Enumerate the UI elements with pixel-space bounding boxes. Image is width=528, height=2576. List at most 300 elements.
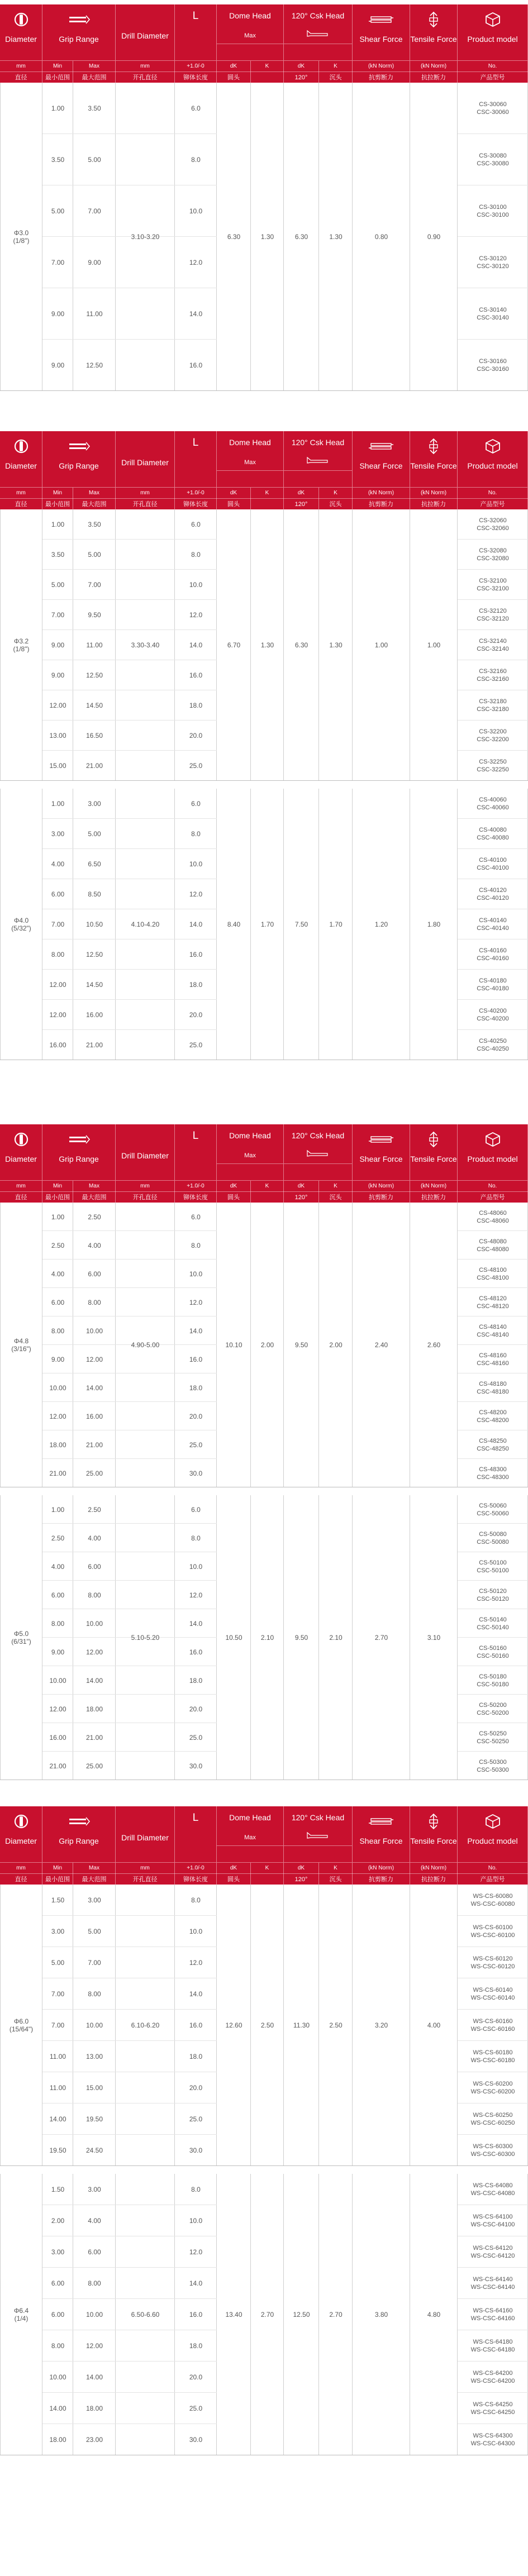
row-divider bbox=[175, 818, 217, 819]
grip-min: 9.00 bbox=[51, 671, 65, 679]
unit-cell: dK bbox=[217, 488, 251, 499]
countersunk-rivet-icon bbox=[305, 1149, 331, 1158]
grip-max: 10.00 bbox=[85, 1327, 103, 1335]
product-model-cell bbox=[458, 698, 528, 713]
grip-max: 5.00 bbox=[88, 156, 101, 164]
product-model-code-alt: WS-CSC-60300 bbox=[470, 2151, 515, 2158]
header-label: Grip Range bbox=[59, 1155, 99, 1163]
product-model-code: CS-32250 bbox=[479, 759, 507, 765]
label-cell bbox=[251, 72, 284, 83]
rivet-length: 30.0 bbox=[189, 2146, 203, 2154]
diameter-cell bbox=[0, 1337, 42, 1353]
csk-head-k: 1.30 bbox=[329, 641, 343, 649]
unit-cell: No. bbox=[458, 1863, 528, 1874]
rivet-length: 6.0 bbox=[191, 1505, 201, 1514]
rivet-length: 12.0 bbox=[189, 1959, 203, 1967]
header-label: 120° Csk Head bbox=[291, 438, 345, 447]
diameter-value: Φ5.0 bbox=[13, 1630, 29, 1638]
product-model-cell bbox=[458, 1502, 528, 1518]
grip-max: 3.00 bbox=[88, 2186, 101, 2193]
grip-min: 9.00 bbox=[51, 641, 65, 649]
product-model-code: WS-CS-60080 bbox=[473, 1893, 513, 1900]
drill-diameter: 3.10-3.20 bbox=[131, 233, 160, 241]
label-cell: 沉头 bbox=[319, 72, 353, 83]
header-label: Tensile Force bbox=[410, 1155, 457, 1163]
product-model-code: CS-32160 bbox=[479, 668, 507, 675]
group-bottom-border bbox=[0, 780, 528, 781]
shear-force: 2.70 bbox=[374, 1634, 388, 1642]
product-model-icon bbox=[480, 1813, 506, 1830]
rivet-length: 14.0 bbox=[189, 1327, 203, 1335]
product-model-code-alt: CSC-50100 bbox=[477, 1567, 509, 1574]
rivet-length: 12.0 bbox=[189, 259, 203, 266]
unit-cell: Min bbox=[42, 1181, 73, 1192]
product-model-code: CS-50080 bbox=[479, 1530, 507, 1538]
product-model-code: WS-CS-64300 bbox=[473, 2432, 513, 2439]
csk-head-dk: 9.50 bbox=[294, 1634, 308, 1642]
row-divider bbox=[42, 1694, 175, 1695]
countersunk-rivet-icon bbox=[305, 456, 331, 465]
rivet-length: 18.0 bbox=[189, 1384, 203, 1392]
unit-cell: (kN Norm) bbox=[353, 488, 410, 499]
product-model-code: CS-50200 bbox=[479, 1701, 507, 1709]
product-model-code: WS-CS-64140 bbox=[473, 2276, 513, 2283]
product-model-code: WS-CS-60120 bbox=[473, 1955, 513, 1962]
product-model-code-alt: CSC-32060 bbox=[477, 525, 509, 532]
csk-head-k: 2.10 bbox=[329, 1634, 343, 1642]
product-model-code: CS-40080 bbox=[479, 827, 507, 833]
diameter-inch: (5/32") bbox=[11, 924, 31, 932]
product-model-code: CS-40180 bbox=[479, 977, 507, 984]
rivet-length: 25.0 bbox=[189, 2405, 203, 2412]
header-cell bbox=[116, 1124, 175, 1180]
label-cell: 最大范围 bbox=[73, 499, 116, 510]
product-model-code: CS-40160 bbox=[479, 947, 507, 954]
product-model-code-alt: CSC-40160 bbox=[477, 955, 509, 962]
row-divider bbox=[175, 1259, 217, 1260]
csk-head-k: 2.00 bbox=[329, 1341, 343, 1349]
grip-min: 1.00 bbox=[51, 800, 65, 808]
drill-diameter: 5.10-5.20 bbox=[131, 1634, 160, 1642]
row-divider bbox=[458, 236, 528, 237]
grip-range-icon bbox=[66, 1131, 92, 1148]
unit-cell: K bbox=[251, 488, 284, 499]
unit-cell: mm bbox=[116, 61, 175, 72]
row-divider bbox=[42, 2267, 175, 2268]
header-label: L bbox=[192, 1130, 199, 1142]
grip-min: 3.50 bbox=[51, 551, 65, 559]
row-divider bbox=[175, 1523, 217, 1524]
product-model-cell bbox=[458, 1037, 528, 1053]
product-model-code-alt: CSC-32180 bbox=[477, 706, 509, 713]
product-model-cell bbox=[458, 357, 528, 373]
product-model-cell bbox=[458, 856, 528, 872]
grip-max: 2.50 bbox=[88, 1213, 101, 1221]
product-model-code: WS-CS-64080 bbox=[473, 2182, 513, 2189]
rivet-size-group bbox=[0, 83, 528, 391]
product-model-code-alt: CSC-48140 bbox=[477, 1331, 509, 1338]
grip-max: 18.00 bbox=[85, 1705, 103, 1713]
rivet-length: 6.0 bbox=[191, 1213, 201, 1221]
product-model-code-alt: CSC-48060 bbox=[477, 1217, 509, 1224]
header-label: Shear Force bbox=[359, 35, 403, 44]
dome-head-k: 2.00 bbox=[260, 1341, 274, 1349]
rivet-length: 18.0 bbox=[189, 2053, 203, 2060]
product-model-cell bbox=[458, 1323, 528, 1339]
row-divider bbox=[175, 999, 217, 1000]
label-cell: 沉头 bbox=[319, 1192, 353, 1203]
grip-max: 16.00 bbox=[85, 1011, 103, 1019]
product-model-code: CS-30100 bbox=[479, 204, 507, 211]
grip-min: 12.00 bbox=[49, 702, 66, 709]
rivet-length: 10.0 bbox=[189, 1928, 203, 1935]
label-cell bbox=[251, 1192, 284, 1203]
row-divider bbox=[175, 599, 217, 600]
product-model-code-alt: WS-CSC-64200 bbox=[470, 2378, 515, 2384]
diameter-value: Φ4.0 bbox=[13, 917, 29, 924]
header-cell bbox=[217, 4, 284, 60]
grip-max: 2.50 bbox=[88, 1505, 101, 1514]
header-cell bbox=[217, 1806, 284, 1862]
label-cell: 直径 bbox=[0, 1192, 42, 1203]
header-divider bbox=[284, 1845, 352, 1846]
rivet-length: 10.0 bbox=[189, 2217, 203, 2225]
row-divider bbox=[175, 1915, 217, 1916]
row-divider bbox=[42, 629, 175, 630]
product-model-code: CS-32120 bbox=[479, 608, 507, 614]
product-model-code-alt: CSC-30160 bbox=[477, 366, 509, 373]
grip-min: 8.00 bbox=[51, 951, 65, 958]
header-label: Shear Force bbox=[359, 1155, 403, 1163]
product-model-code: CS-50250 bbox=[479, 1730, 507, 1737]
rivet-length: 12.0 bbox=[189, 611, 203, 619]
grip-max: 5.00 bbox=[88, 1928, 101, 1935]
csk-head-k: 1.70 bbox=[329, 920, 343, 928]
header-cell bbox=[353, 431, 410, 487]
grip-max: 23.00 bbox=[85, 2436, 103, 2444]
grip-max: 5.00 bbox=[88, 551, 101, 559]
product-model-code: CS-50120 bbox=[479, 1587, 507, 1595]
product-model-cell bbox=[458, 977, 528, 993]
row-divider bbox=[458, 999, 528, 1000]
row-divider bbox=[175, 2134, 217, 2135]
product-model-code-alt: WS-CSC-60100 bbox=[470, 1932, 515, 1939]
product-model-cell bbox=[458, 2432, 528, 2448]
product-model-code: CS-50160 bbox=[479, 1644, 507, 1652]
grip-max: 16.00 bbox=[85, 1412, 103, 1420]
row-divider bbox=[175, 1637, 217, 1638]
product-model-code-alt: WS-CSC-64300 bbox=[470, 2440, 515, 2447]
shear-force: 1.20 bbox=[374, 920, 388, 928]
diameter-icon bbox=[8, 11, 34, 28]
grip-max: 14.00 bbox=[85, 1676, 103, 1685]
rivet-length: 30.0 bbox=[189, 1469, 203, 1477]
row-divider bbox=[175, 2267, 217, 2268]
label-cell: 抗拉断力 bbox=[410, 1192, 458, 1203]
product-model-code-alt: CSC-32250 bbox=[477, 766, 509, 773]
rivet-length: 16.0 bbox=[189, 2021, 203, 2029]
header-label: Dome Head bbox=[229, 1813, 271, 1822]
product-model-code: CS-40060 bbox=[479, 796, 507, 803]
shear-force: 0.80 bbox=[374, 233, 388, 241]
rivet-length: 18.0 bbox=[189, 1676, 203, 1685]
header-cell bbox=[175, 431, 217, 487]
rivet-length: 6.0 bbox=[191, 104, 201, 112]
product-model-code: CS-40250 bbox=[479, 1038, 507, 1044]
row-divider bbox=[175, 2009, 217, 2010]
rivet-length: 8.0 bbox=[191, 2186, 201, 2193]
grip-min: 1.50 bbox=[51, 2186, 65, 2193]
header-label: Tensile Force bbox=[410, 461, 457, 470]
header-cell bbox=[42, 1806, 116, 1862]
unit-cell: K bbox=[319, 61, 353, 72]
diameter-value: Φ6.4 bbox=[13, 2307, 29, 2315]
label-cell: 铆体长度 bbox=[175, 1192, 217, 1203]
diameter-icon bbox=[8, 1131, 34, 1148]
product-model-cell bbox=[458, 2182, 528, 2197]
rivet-length: 14.0 bbox=[189, 1619, 203, 1628]
row-divider bbox=[458, 539, 528, 540]
countersunk-rivet-icon bbox=[305, 29, 331, 38]
unit-cell: Max bbox=[73, 1863, 116, 1874]
rivet-length: 16.0 bbox=[189, 2311, 203, 2319]
grip-min: 4.00 bbox=[51, 1562, 65, 1571]
grip-max: 4.00 bbox=[88, 2217, 101, 2225]
label-cell: 铆体长度 bbox=[175, 1874, 217, 1885]
tensile-force-icon bbox=[421, 1813, 446, 1830]
row-divider bbox=[458, 1580, 528, 1581]
grip-min: 12.00 bbox=[49, 1705, 66, 1713]
product-model-code: CS-48080 bbox=[479, 1238, 507, 1245]
row-divider bbox=[42, 2361, 175, 2362]
row-divider bbox=[175, 629, 217, 630]
product-model-cell bbox=[458, 1758, 528, 1774]
product-model-code: CS-30080 bbox=[479, 152, 507, 159]
csk-head-k: 2.50 bbox=[329, 2021, 343, 2029]
grip-min: 7.00 bbox=[51, 259, 65, 266]
product-model-code-alt: CSC-40180 bbox=[477, 985, 509, 992]
unit-cell: No. bbox=[458, 1181, 528, 1192]
grip-max: 6.00 bbox=[88, 1562, 101, 1571]
header-cell bbox=[353, 4, 410, 60]
csk-head-dk: 7.50 bbox=[294, 920, 308, 928]
product-model-code: CS-48140 bbox=[479, 1323, 507, 1330]
row-divider bbox=[175, 848, 217, 849]
product-model-code-alt: CSC-48300 bbox=[477, 1473, 509, 1481]
rivet-length: 18.0 bbox=[189, 702, 203, 709]
grip-min: 7.00 bbox=[51, 920, 65, 928]
product-model-cell bbox=[458, 2080, 528, 2096]
rivet-length: 10.0 bbox=[189, 1270, 203, 1278]
unit-cell: dK bbox=[284, 488, 319, 499]
diameter-value: Φ6.0 bbox=[13, 2017, 29, 2025]
product-model-code: CS-48160 bbox=[479, 1352, 507, 1359]
max-label: Max bbox=[244, 1834, 256, 1841]
diameter-inch: (15/64") bbox=[9, 2025, 34, 2033]
row-divider bbox=[42, 999, 175, 1000]
row-divider bbox=[42, 2298, 175, 2299]
product-model-cell bbox=[458, 637, 528, 653]
rivet-size-group bbox=[0, 1495, 528, 1780]
product-model-code-alt: CSC-50060 bbox=[477, 1510, 509, 1517]
label-cell: 最小范围 bbox=[42, 1192, 73, 1203]
product-model-cell bbox=[458, 517, 528, 532]
unit-cell: K bbox=[319, 488, 353, 499]
product-model-cell bbox=[458, 1295, 528, 1310]
unit-cell: dK bbox=[217, 1181, 251, 1192]
grip-max: 10.00 bbox=[85, 2021, 103, 2029]
product-model-code: CS-40120 bbox=[479, 887, 507, 894]
grip-max: 14.00 bbox=[85, 1384, 103, 1392]
label-cell: 抗剪断力 bbox=[353, 1192, 410, 1203]
product-model-code-alt: WS-CSC-64250 bbox=[470, 2409, 515, 2416]
spec-table-section bbox=[0, 4, 528, 373]
row-divider bbox=[458, 1230, 528, 1231]
product-model-code-alt: WS-CSC-60180 bbox=[470, 2057, 515, 2064]
grip-min: 10.00 bbox=[49, 1676, 66, 1685]
rivet-length: 8.0 bbox=[191, 1534, 201, 1542]
grip-max: 25.00 bbox=[85, 1762, 103, 1770]
product-model-code: WS-CS-64160 bbox=[473, 2307, 513, 2314]
product-model-code: WS-CS-60140 bbox=[473, 1987, 513, 1993]
product-model-code-alt: CSC-50160 bbox=[477, 1652, 509, 1659]
row-divider bbox=[175, 2040, 217, 2041]
header-label: Product model bbox=[467, 1155, 518, 1163]
tensile-force-icon bbox=[421, 11, 446, 28]
product-model-code-alt: WS-CSC-64180 bbox=[470, 2346, 515, 2353]
grip-min: 8.00 bbox=[51, 1619, 65, 1628]
product-model-code: CS-50180 bbox=[479, 1673, 507, 1680]
header-divider bbox=[217, 470, 283, 471]
rivet-size-group bbox=[0, 509, 528, 781]
csk-head-dk: 9.50 bbox=[294, 1341, 308, 1349]
product-model-code: CS-32200 bbox=[479, 728, 507, 735]
label-cell: 最小范围 bbox=[42, 499, 73, 510]
grip-min: 5.00 bbox=[51, 1959, 65, 1967]
grip-max: 12.50 bbox=[85, 951, 103, 958]
grip-min: 12.00 bbox=[49, 1412, 66, 1420]
grip-max: 21.00 bbox=[85, 762, 103, 770]
row-divider bbox=[175, 1580, 217, 1581]
rivet-length: 25.0 bbox=[189, 1733, 203, 1742]
rivet-length: 25.0 bbox=[189, 762, 203, 770]
rivet-length: 8.0 bbox=[191, 830, 201, 838]
rivet-length: 10.0 bbox=[189, 581, 203, 589]
label-cell: 抗拉断力 bbox=[410, 499, 458, 510]
unit-cell: (kN Norm) bbox=[353, 61, 410, 72]
label-cell: 产品型号 bbox=[458, 1192, 528, 1203]
header-label: Shear Force bbox=[359, 1836, 403, 1845]
product-model-code: CS-30160 bbox=[479, 358, 507, 365]
row-divider bbox=[42, 133, 175, 134]
grip-min: 12.00 bbox=[49, 1011, 66, 1019]
row-divider bbox=[458, 1915, 528, 1916]
product-model-cell bbox=[458, 101, 528, 116]
product-model-code-alt: CSC-50300 bbox=[477, 1766, 509, 1773]
row-divider bbox=[42, 1458, 175, 1459]
row-divider bbox=[458, 750, 528, 751]
row-divider bbox=[175, 750, 217, 751]
grip-min: 18.00 bbox=[49, 2436, 66, 2444]
header-label: Diameter bbox=[5, 1155, 37, 1163]
row-divider bbox=[175, 1401, 217, 1402]
row-divider bbox=[175, 2392, 217, 2393]
product-model-cell bbox=[458, 2049, 528, 2064]
product-model-code-alt: CSC-32160 bbox=[477, 676, 509, 683]
label-row bbox=[0, 498, 528, 509]
product-model-cell bbox=[458, 1955, 528, 1971]
product-model-code: CS-48250 bbox=[479, 1437, 507, 1444]
grip-min: 6.00 bbox=[51, 1591, 65, 1599]
rivet-length: 16.0 bbox=[189, 361, 203, 369]
rivet-length: 12.0 bbox=[189, 1298, 203, 1306]
product-model-code-alt: CSC-30060 bbox=[477, 109, 509, 116]
header-label: Dome Head bbox=[229, 1131, 271, 1140]
grip-max: 21.00 bbox=[85, 1440, 103, 1449]
product-model-code: CS-30140 bbox=[479, 307, 507, 313]
row-divider bbox=[42, 599, 175, 600]
unit-cell: mm bbox=[0, 1181, 42, 1192]
header-cell bbox=[42, 431, 116, 487]
drill-diameter: 6.50-6.60 bbox=[131, 2311, 160, 2319]
grip-max: 18.00 bbox=[85, 2405, 103, 2412]
rivet-length: 12.0 bbox=[189, 890, 203, 898]
unit-row bbox=[0, 1180, 528, 1191]
unit-cell: +1.0/-0 bbox=[175, 1181, 217, 1192]
row-divider bbox=[42, 2009, 175, 2010]
grip-min: 4.00 bbox=[51, 860, 65, 868]
row-divider bbox=[175, 1694, 217, 1695]
product-model-code-alt: WS-CSC-60200 bbox=[470, 2088, 515, 2095]
header-cell bbox=[42, 1124, 116, 1180]
grip-max: 6.00 bbox=[88, 2248, 101, 2256]
csk-head-dk: 12.50 bbox=[293, 2311, 310, 2319]
unit-cell: Max bbox=[73, 1181, 116, 1192]
header-cell bbox=[458, 1806, 528, 1862]
grip-min: 8.00 bbox=[51, 2342, 65, 2350]
product-model-code: CS-30120 bbox=[479, 255, 507, 262]
product-model-code-alt: CSC-48080 bbox=[477, 1246, 509, 1253]
rivet-length: 10.0 bbox=[189, 1562, 203, 1571]
label-cell: 圆头 bbox=[217, 1874, 251, 1885]
table-header bbox=[0, 1806, 528, 1885]
grip-min: 1.50 bbox=[51, 1896, 65, 1904]
unit-cell: (kN Norm) bbox=[410, 1863, 458, 1874]
label-cell: 抗剪断力 bbox=[353, 72, 410, 83]
shear-force: 1.00 bbox=[374, 641, 388, 649]
grip-min: 14.00 bbox=[49, 2115, 66, 2123]
header-cell bbox=[217, 431, 284, 487]
label-cell: 开孔直径 bbox=[116, 1192, 175, 1203]
grip-max: 3.00 bbox=[88, 800, 101, 808]
product-model-cell bbox=[458, 2307, 528, 2322]
unit-cell: (kN Norm) bbox=[353, 1863, 410, 1874]
product-model-code-alt: CSC-30080 bbox=[477, 160, 509, 167]
product-model-code: WS-CS-60200 bbox=[473, 2081, 513, 2087]
dome-head-dk: 10.50 bbox=[225, 1634, 242, 1642]
label-cell: 圆头 bbox=[217, 72, 251, 83]
row-divider bbox=[42, 1523, 175, 1524]
product-model-code: CS-50140 bbox=[479, 1616, 507, 1623]
row-divider bbox=[175, 969, 217, 970]
unit-cell: dK bbox=[284, 1181, 319, 1192]
label-cell: 产品型号 bbox=[458, 72, 528, 83]
product-model-cell bbox=[458, 2338, 528, 2354]
row-divider bbox=[458, 2134, 528, 2135]
product-model-cell bbox=[458, 1924, 528, 1939]
countersunk-rivet-icon bbox=[305, 1831, 331, 1840]
row-divider bbox=[458, 848, 528, 849]
